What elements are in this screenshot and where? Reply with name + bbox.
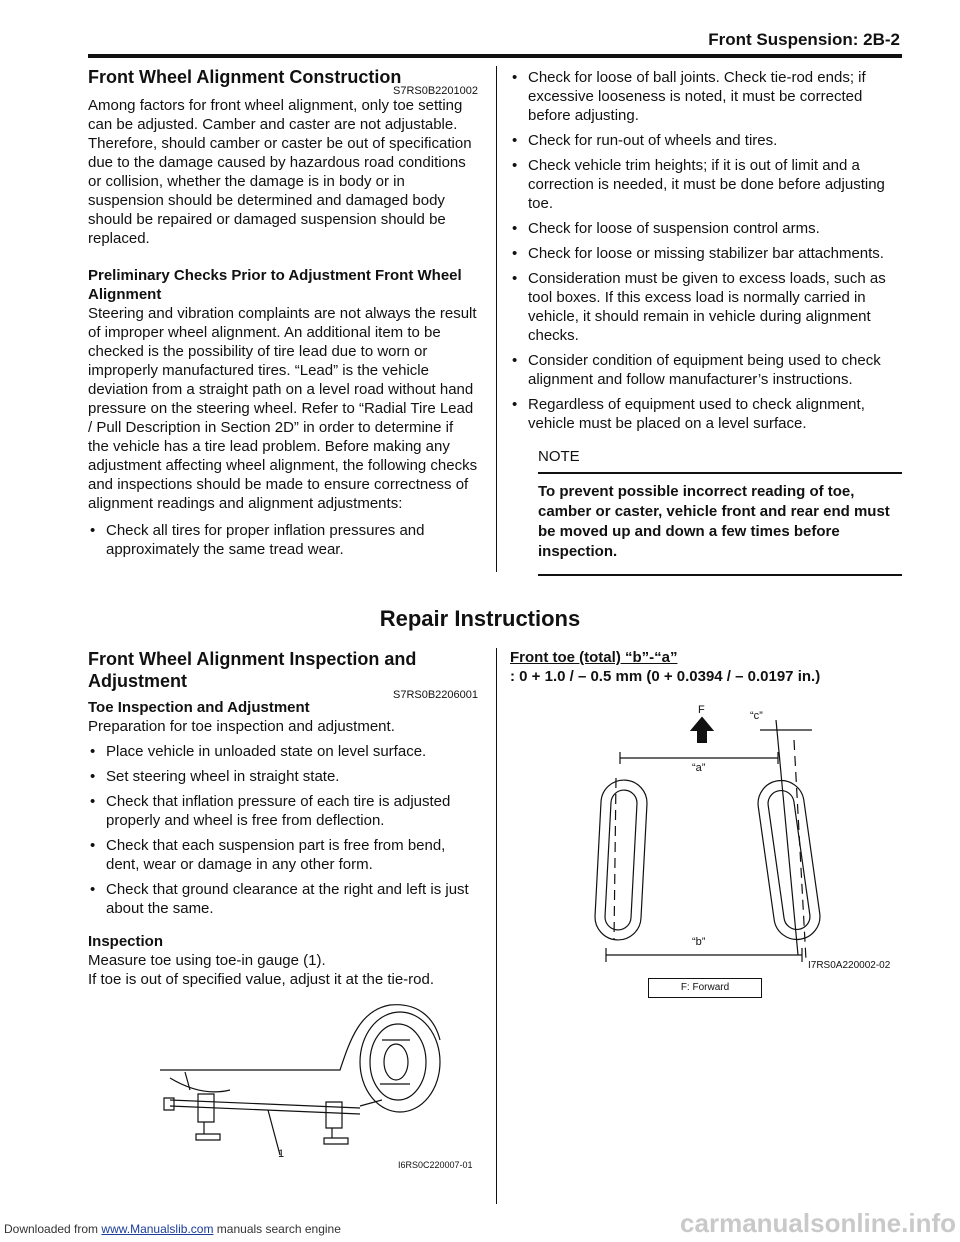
section-code: S7RS0B2201002 bbox=[392, 85, 478, 97]
paragraph: Steering and vibration complaints are not always the result of improper wheel alignment. An additional item to be checked is the possibility of tire lead due to worn or improperly manufactured tires. “Lead” is the vehicle deviation from a straight path on a level road without hand pressure on the steering wheel. Refer to “Radial Tire Lead / Pull Description in Section 2D” in order to determine if the vehicle has a tire lead problem. Before making any adjustment affecting wheel alignment, the following checks and inspections should be made to ensure correctness of alignment readings and alignment adjustments: bbox=[88, 305, 478, 512]
heading-text: Front Wheel Alignment Construction bbox=[88, 67, 402, 87]
paragraph: Preparation for toe inspection and adjustment. bbox=[88, 718, 395, 735]
page-header bbox=[88, 28, 902, 58]
paragraph: If toe is out of specified value, adjust it at the tie-rod. bbox=[88, 971, 435, 988]
bullet-list bbox=[88, 742, 478, 918]
note-label: NOTE bbox=[538, 447, 902, 474]
page-title: Front Suspension: 2B-2 bbox=[708, 30, 900, 49]
right-top-column bbox=[510, 68, 902, 576]
label-f: F bbox=[698, 704, 705, 716]
toe-gauge-figure bbox=[150, 1000, 480, 1172]
toe-gauge-illustration bbox=[150, 1000, 480, 1172]
spec-block bbox=[510, 648, 902, 686]
heading-text: Front Wheel Alignment Inspection and Adjustment bbox=[88, 649, 417, 691]
left-top-column bbox=[88, 66, 478, 565]
subheading: Preliminary Checks Prior to Adjustment Front Wheel Alignment bbox=[88, 267, 462, 303]
spec-title: Front toe (total) “b”-“a” bbox=[510, 649, 678, 666]
figure-legend: F: Forward bbox=[648, 978, 762, 998]
footer-prefix: Downloaded from bbox=[4, 1222, 99, 1236]
list-item: • Set steering wheel in straight state. bbox=[88, 767, 478, 786]
list-item: • Check all tires for proper inflation pressures and approximately the same tread wear. bbox=[88, 521, 478, 559]
footer-link[interactable]: www.Manualslib.com bbox=[101, 1222, 214, 1236]
section-code: S7RS0B2206001 bbox=[392, 689, 478, 701]
list-item: • Check for loose of ball joints. Check tie-rod ends; if excessive looseness is noted, it must be corrected before adjusting. bbox=[510, 68, 902, 125]
paragraph: Among factors for front wheel alignment, only toe setting can be adjusted. Camber and caster are not adjustable. Therefore, should camber or caster be out of specification due to the damage caused by hazardous road conditions or collision, whether the damage is in body or in suspension should be determined and damaged body should be repaired or damaged suspension should be replaced. bbox=[88, 97, 472, 247]
note-box bbox=[538, 447, 902, 576]
paragraph: Measure toe using toe-in gauge (1). bbox=[88, 952, 326, 969]
label-b: “b” bbox=[692, 936, 706, 948]
subheading: Inspection bbox=[88, 933, 164, 950]
subheading: Toe Inspection and Adjustment bbox=[88, 699, 310, 716]
footer-suffix: manuals search engine bbox=[216, 1222, 341, 1236]
watermark: carmanualsonline.info bbox=[680, 1208, 956, 1238]
list-item: • Check vehicle trim heights; if it is out of limit and a correction is needed, it must be done before adjusting toe. bbox=[510, 156, 902, 213]
list-item: • Place vehicle in unloaded state on level surface. bbox=[88, 742, 478, 761]
list-item: • Regardless of equipment used to check alignment, vehicle must be placed on a level surface. bbox=[510, 395, 902, 433]
footer bbox=[4, 1222, 341, 1236]
section-heading bbox=[88, 648, 478, 701]
list-item: • Consideration must be given to excess loads, such as tool boxes. If this excess load is normally carried in vehicle, it should remain in vehicle during alignment checks. bbox=[510, 269, 902, 345]
toe-diagram bbox=[580, 700, 900, 1000]
list-item: • Check for run-out of wheels and tires. bbox=[510, 131, 902, 150]
toe-diagram-figure bbox=[580, 700, 900, 1000]
left-bottom-column bbox=[88, 648, 478, 989]
spec-value: : 0 + 1.0 / – 0.5 mm (0 + 0.0394 / – 0.0197 in.) bbox=[510, 668, 821, 685]
figure-code: I7RS0A220002-02 bbox=[808, 960, 891, 971]
list-item: • Check that ground clearance at the right and left is just about the same. bbox=[88, 880, 478, 918]
bullet-list bbox=[88, 521, 478, 559]
label-c: “c” bbox=[750, 710, 763, 722]
column-divider bbox=[496, 648, 497, 1204]
list-item: • Check for loose of suspension control arms. bbox=[510, 219, 902, 238]
callout-1: 1 bbox=[278, 1148, 285, 1160]
label-a: “a” bbox=[692, 762, 706, 774]
section-heading bbox=[88, 66, 478, 97]
bullet-list bbox=[510, 68, 902, 433]
repair-instructions-title: Repair Instructions bbox=[379, 606, 581, 631]
list-item: • Check that inflation pressure of each tire is adjusted properly and wheel is free from deflection. bbox=[88, 792, 478, 830]
figure-code: I6RS0C220007-01 bbox=[398, 1160, 473, 1170]
note-text: To prevent possible incorrect reading of toe, camber or caster, vehicle front and rear end must be moved up and down a few times before inspection. bbox=[538, 483, 890, 560]
column-divider bbox=[496, 66, 497, 572]
forward-arrow-icon bbox=[692, 718, 712, 742]
list-item: • Check that each suspension part is free from bend, dent, wear or damage in any other form. bbox=[88, 836, 478, 874]
list-item: • Check for loose or missing stabilizer bar attachments. bbox=[510, 244, 902, 263]
list-item: • Consider condition of equipment being used to check alignment and follow manufacturer’s instructions. bbox=[510, 351, 902, 389]
